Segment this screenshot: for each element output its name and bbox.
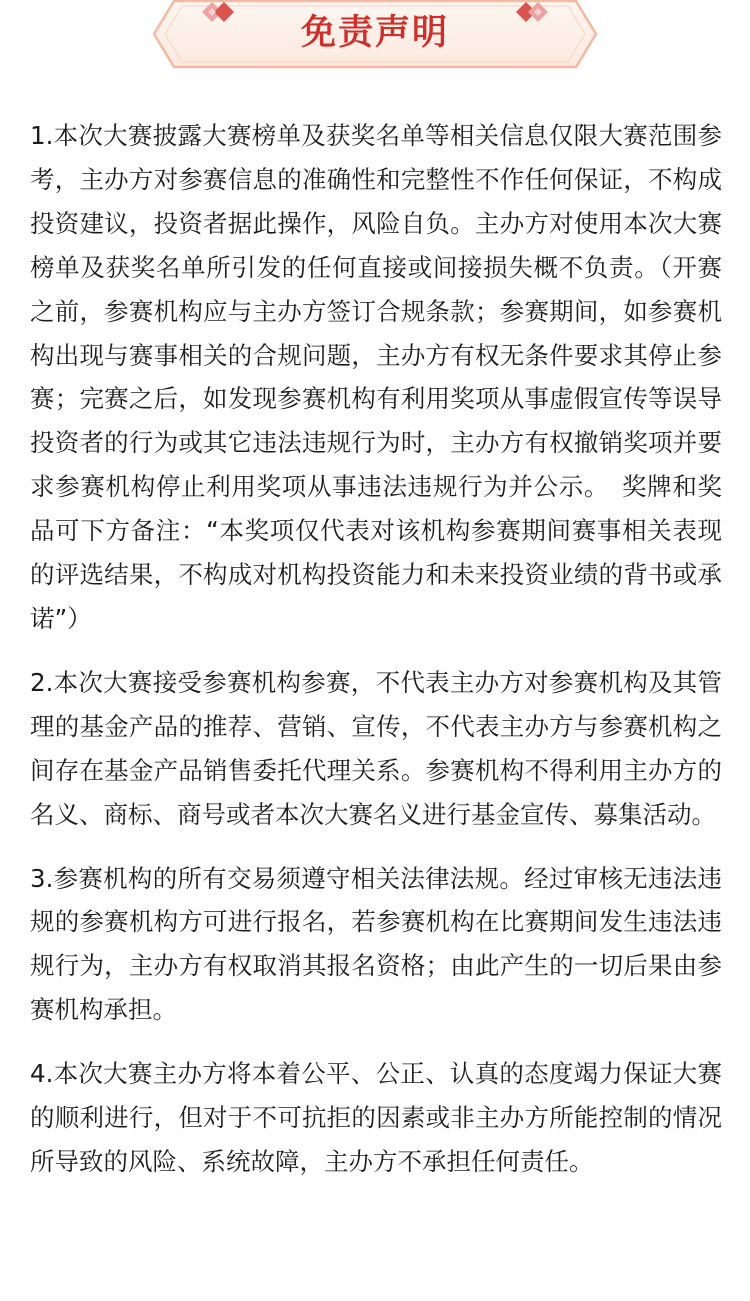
disclaimer-paragraph-4: 4.本次大赛主办方将本着公平、公正、认真的态度竭力保证大赛的顺利进行，但对于不可抗拒的因素或非主办方所能控制的情况所导致的风险、系统故障，主办方不承担任何责任。 bbox=[30, 1059, 722, 1176]
right-diamond-ornament-icon bbox=[514, 0, 548, 24]
disclaimer-body bbox=[30, 114, 722, 1204]
page-title: 免责声明 bbox=[300, 13, 449, 53]
disclaimer-paragraph-1: 1.本次大赛披露大赛榜单及获奖名单等相关信息仅限大赛范围参考，主办方对参赛信息的准确性和完整性不作任何保证，不构成投资建议，投资者据此操作，风险自负。主办方对使用本次大赛榜单及获奖名单所引发的任何直接或间接损失概不负责。（开赛之前，参赛机构应与主办方签订合规条款；参赛期间，如参赛机构出现与赛事相关的合规问题，主办方有权无条件要求其停止参赛；完赛之后，如发现参赛机构有利用奖项从事虚假宣传等误导投资者的行为或其它违法违规行为时，主办方有权撤销奖项并要求参赛机构停止利用奖项从事违法违规行为并公示。 奖牌和奖品可下方备注：“本奖项仅代表对该机构参赛期间赛事相关表现的评选结果，不构成对机构投资能力和未来投资业绩的背书或承诺”） bbox=[30, 121, 722, 633]
title-banner bbox=[152, 0, 598, 70]
disclaimer-paragraph-3: 3.参赛机构的所有交易须遵守相关法律法规。经过审核无违法违规的参赛机构方可进行报名，若参赛机构在比赛期间发生违法违规行为，主办方有权取消其报名资格；由此产生的一切后果由参赛机构承担。 bbox=[30, 863, 722, 1025]
disclaimer-paragraph-2: 2.本次大赛接受参赛机构参赛，不代表主办方对参赛机构及其管理的基金产品的推荐、营销、宣传，不代表主办方与参赛机构之间存在基金产品销售委托代理关系。参赛机构不得利用主办方的名义、商标、商号或者本次大赛名义进行基金宣传、募集活动。 bbox=[30, 667, 722, 829]
